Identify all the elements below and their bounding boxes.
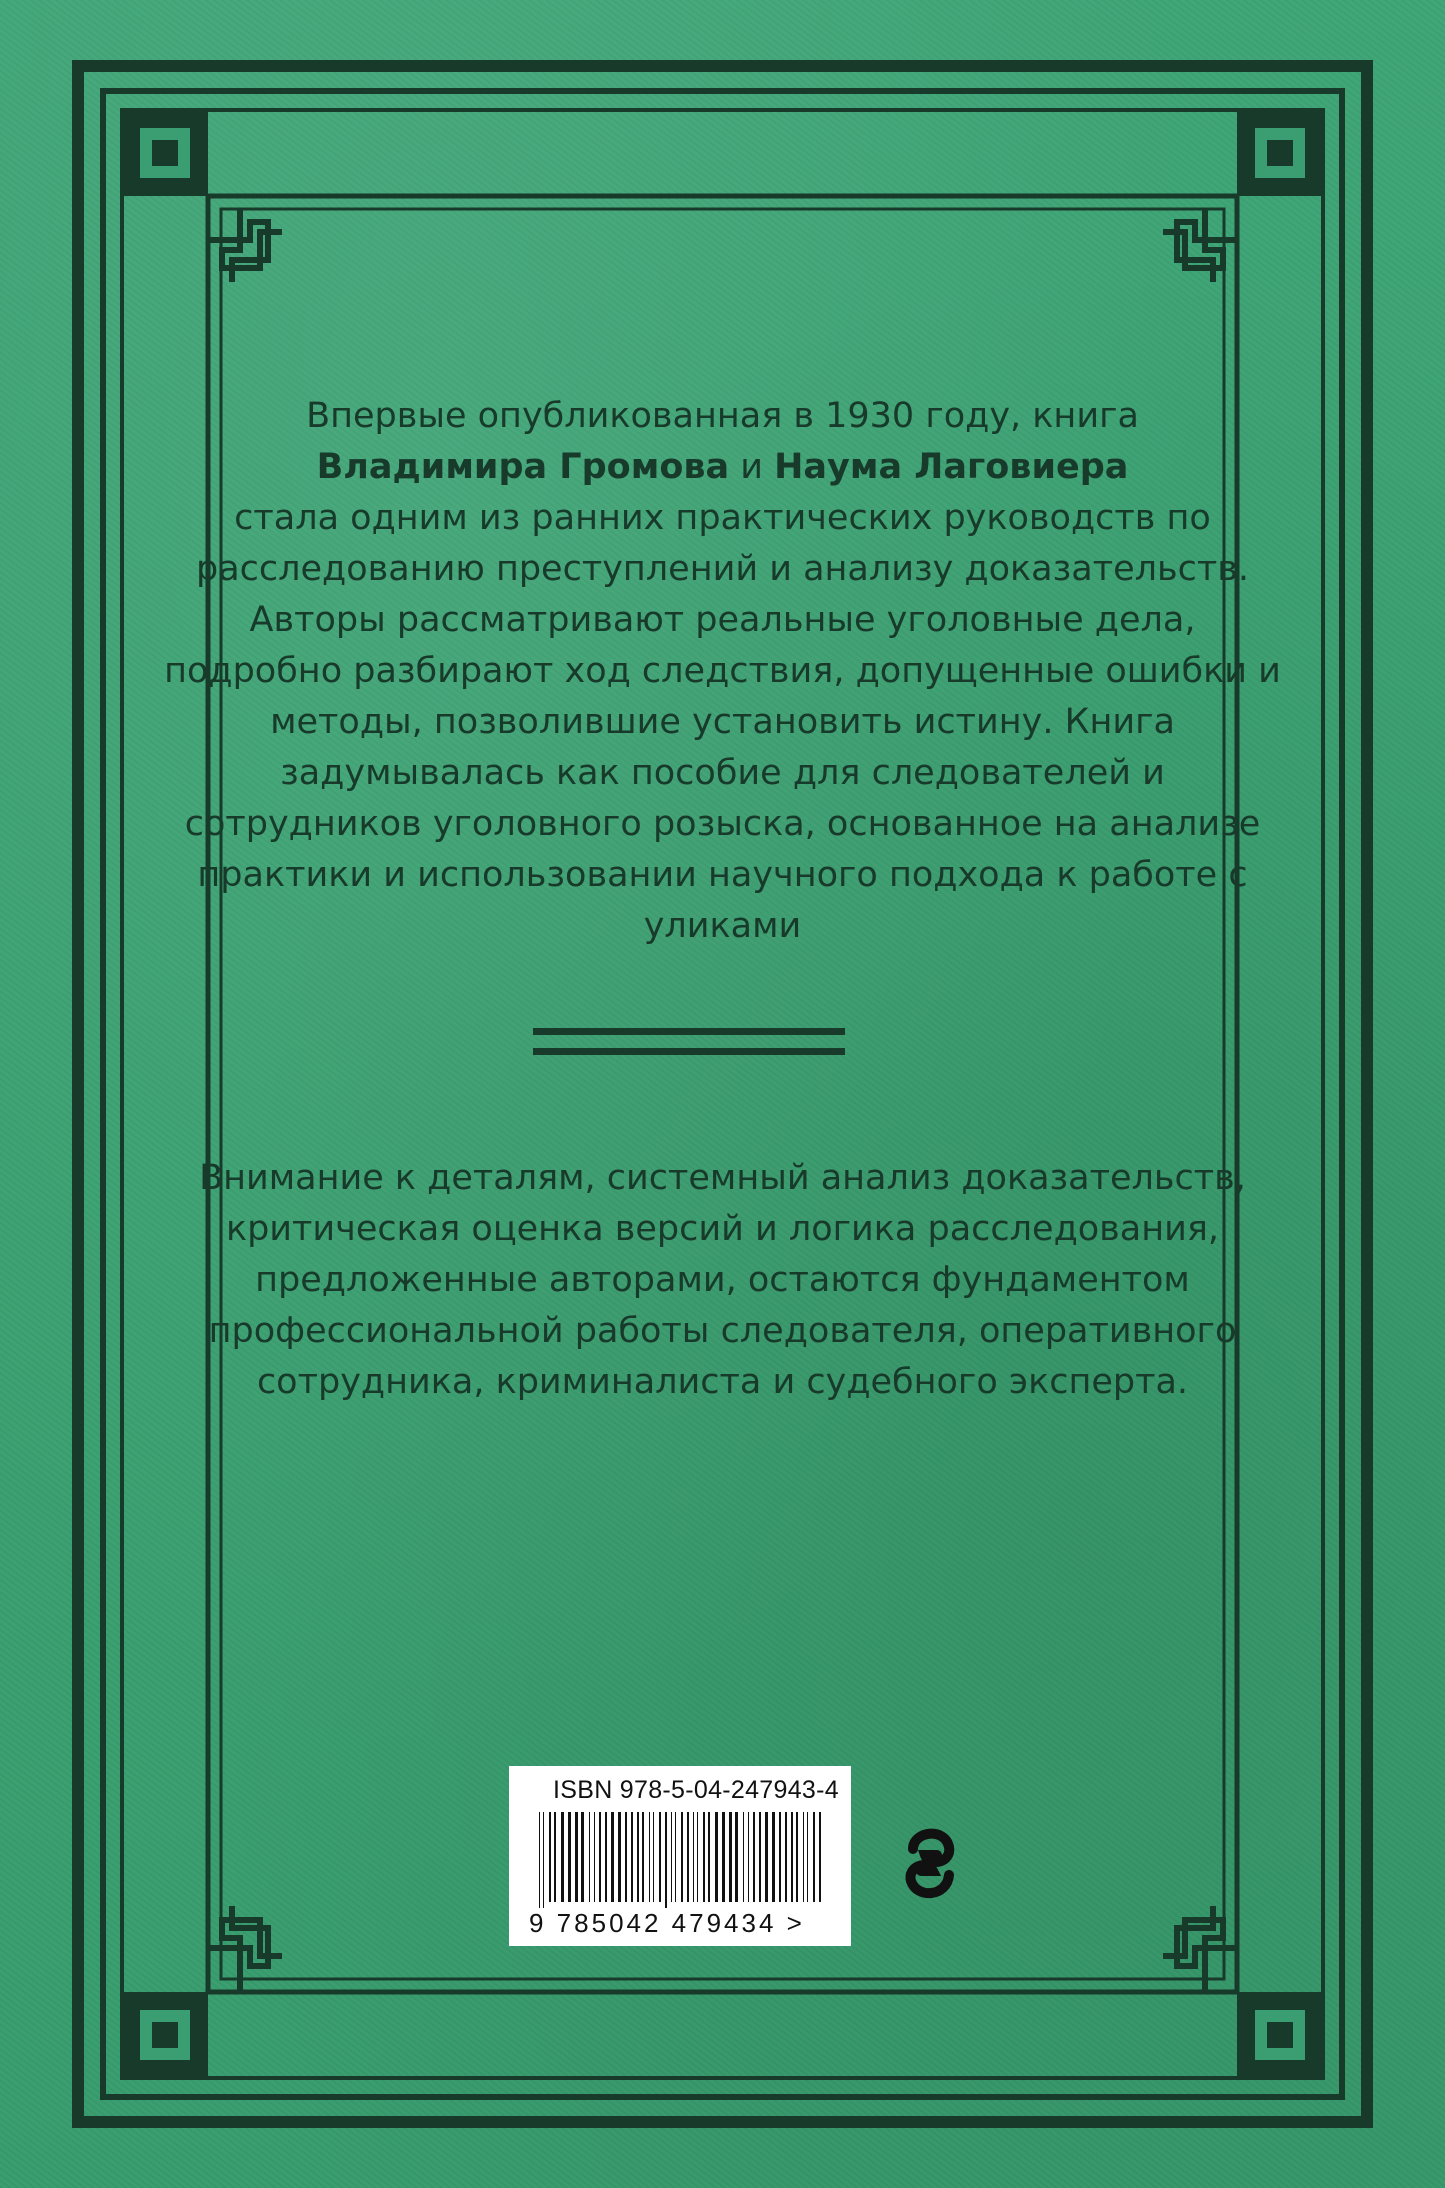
barcode-icon (537, 1812, 827, 1908)
intro-line: Впервые опубликованная в 1930 году, книга (306, 396, 1139, 436)
eksmo-logo-icon (895, 1815, 965, 1907)
significance-text: Внимание к деталям, системный анализ доказательств, критическая оценка версий и логика расследования, предложенные авторами, остаются фундаментом профессиональной работы следователя, оперативного сотрудника, криминалиста и судебного эксперта. (199, 1158, 1246, 1402)
description-body: стала одним из ранних практических руководств по расследованию преступлений и анализу доказательств. Авторы рассматривают реальные уголовные дела, подробно разбирают ход следствия, допущенные ошибки и методы, позволившие установить истину. Книга задумывалась как пособие для следователей и сотрудников уголовного розыска, основанное на анализе практики и использовании научного подхода к работе с уликами (164, 498, 1281, 946)
divider-line-top (533, 1028, 845, 1035)
barcode-digits: 9 785042 479434 > (529, 1908, 805, 1938)
description-paragraph (160, 391, 1285, 952)
authors-conjunction: и (729, 447, 775, 487)
significance-paragraph (160, 1153, 1285, 1408)
author-1: Владимира Громова (316, 447, 730, 487)
isbn-label: ISBN 978-5-04-247943-4 (553, 1776, 839, 1804)
author-2: Наума Лаговиера (774, 447, 1129, 487)
isbn-barcode-block (509, 1766, 851, 1946)
authors-line (160, 442, 1285, 493)
divider-line-bottom (533, 1048, 845, 1055)
